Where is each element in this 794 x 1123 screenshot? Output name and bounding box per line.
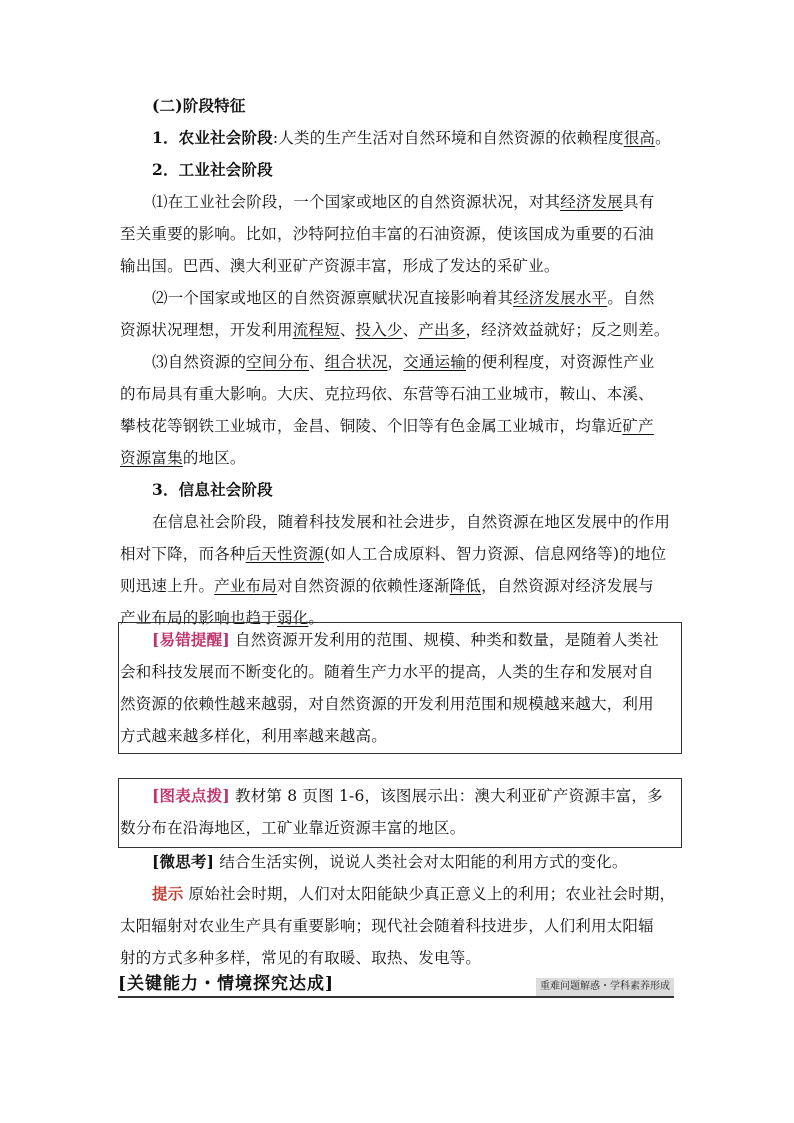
p3-end-4: 的地区。 [182, 449, 246, 467]
hint-line-1 [152, 878, 712, 910]
tip-text-1: 自然资源开发利用的范围、规模、种类和数量，是随着人类社 [235, 631, 659, 649]
footer-tag: 重难问题解惑・学科素养形成 [536, 978, 674, 996]
p2-key: 经济发展水平 [513, 289, 608, 307]
tip-line-3: 然资源的依赖性越来越弱，对自然资源的开发利用范围和规模越来越大，利用 [120, 695, 654, 713]
p3-text: ⑶自然资源的 [152, 353, 247, 371]
p1-line-2: 至关重要的影响。比如，沙特阿拉伯丰富的石油资源，使该国成为重要的石油 [120, 225, 654, 243]
p3-key-5: 资源富集 [120, 449, 183, 467]
p3-key-1: 空间分布 [246, 353, 310, 371]
chart-note-line-2: 数分布在沿海地区，工矿业靠近资源丰富的地区。 [120, 819, 466, 837]
info-heading [152, 474, 712, 506]
p3-line-3 [120, 410, 680, 442]
footer-title: [关键能力・情境探究达成] [118, 974, 335, 994]
hint-label: 提示 [152, 884, 184, 903]
p2-end-2: ，经济效益就好；反之则差。 [465, 321, 670, 339]
think-label: [微思考] [152, 852, 215, 871]
p4-line-2 [120, 538, 680, 570]
tip-label: [易错提醒] [152, 630, 230, 649]
agri-label: 1．农业社会阶段 [152, 128, 273, 147]
hint-line-3: 射的方式多种多样，常见的有取暖、取热、发电等。 [120, 949, 482, 967]
p1-line-3: 输出国。巴西、澳大利亚矿产资源丰富，形成了发达的采矿业。 [120, 257, 560, 275]
p3-line-1 [152, 346, 712, 378]
p4-end-2: (如人工合成原料、智力资源、信息网络等)的地位 [324, 545, 667, 563]
tip-line-1 [152, 624, 712, 656]
p4-text-3: 则迅速上升。 [120, 577, 215, 595]
p1-key: 经济发展 [560, 193, 624, 211]
p4-key-2: 产业布局 [214, 577, 278, 595]
industrial-heading-text: 2．工业社会阶段 [152, 160, 273, 179]
chart-note-line-1 [152, 780, 712, 812]
p2-text: ⑵一个国家或地区的自然资源禀赋状况直接影响着其 [152, 289, 514, 307]
p3-key-3: 交通运输 [403, 353, 467, 371]
p2-key-3: 产出多 [418, 321, 466, 339]
hint-text-1: 原始社会时期，人们对太阳能缺少真正意义上的利用；农业社会时期， [188, 885, 676, 903]
chart-note-text-1: 教材第 8 页图 1-6，该图展示出：澳大利亚矿产资源丰富，多 [235, 787, 663, 805]
p2-text-2: 资源状况理想，开发利用 [120, 321, 293, 339]
p2-key-1: 流程短 [292, 321, 340, 339]
chart-note-label: [图表点拨] [152, 786, 230, 805]
industrial-heading [152, 154, 712, 186]
p2-key-2: 投入少 [355, 321, 403, 339]
tip-line-4: 方式越来越多样化，利用率越来越高。 [120, 727, 387, 745]
p1-text: ⑴在工业社会阶段，一个国家或地区的自然资源状况，对其 [152, 193, 561, 211]
agri-end: 。 [655, 129, 671, 147]
p4-mid-3: 对自然资源的依赖性逐渐 [277, 577, 450, 595]
p3-key-4: 矿产 [622, 417, 654, 435]
p4-key-1: 后天性资源 [245, 545, 325, 563]
p3-sep-2: ， [387, 353, 404, 371]
p4-text-4: 产业布局的影响也趋于 [120, 609, 278, 627]
think-text: 结合生活实例，说说人类社会对太阳能的利用方式的变化。 [219, 853, 628, 871]
agri-colon: : [272, 129, 279, 147]
p3-line-2: 的布局具有重大影响。大庆、克拉玛依、东营等石油工业城市，鞍山、本溪、 [120, 385, 654, 403]
p4-text-2: 相对下降，而各种 [120, 545, 246, 563]
p4-end-4: 。 [308, 609, 325, 627]
p2-line-1 [152, 282, 712, 314]
p4-key-4: 弱化 [277, 609, 309, 627]
p3-text-3: 攀枝花等钢铁工业城市，金昌、铜陵、个旧等有色金属工业城市，均靠近 [120, 417, 623, 435]
p1-end: 具有 [623, 193, 655, 211]
agri-paragraph [152, 122, 712, 154]
section-heading-text: (二)阶段特征 [152, 96, 246, 115]
p4-end-3: ，自然资源对经济发展与 [481, 577, 654, 595]
agri-key: 很高 [623, 129, 656, 147]
p2-end: 。自然 [607, 289, 655, 307]
p4-line-3 [120, 570, 680, 602]
p2-sep-2: 、 [402, 321, 419, 339]
footer-rule [118, 996, 674, 998]
hint-line-2: 太阳辐射对农业生产具有重要影响；现代社会随着科技进步，人们利用太阳辐 [120, 917, 654, 935]
section-heading [152, 90, 712, 122]
info-heading-text: 3．信息社会阶段 [152, 480, 273, 499]
p4-key-3: 降低 [449, 577, 482, 595]
agri-text: 人类的生产生活对自然环境和自然资源的依赖程度 [278, 129, 624, 147]
p2-line-2 [120, 314, 680, 346]
p3-sep-1: 、 [309, 353, 325, 371]
p2-sep-1: 、 [339, 321, 356, 339]
p4-line-1: 在信息社会阶段，随着科技发展和社会进步，自然资源在地区发展中的作用 [152, 513, 671, 531]
p1-line-1 [152, 186, 712, 218]
p3-key-2: 组合状况 [324, 353, 388, 371]
p3-line-4 [120, 442, 680, 474]
section-footer-bar [118, 970, 674, 998]
think-line [152, 846, 712, 878]
tip-line-2: 会和科技发展而不断变化的。随着生产力水平的提高，人类的生存和发展对自 [120, 663, 654, 681]
p3-end: 的便利程度，对资源性产业 [466, 353, 655, 371]
